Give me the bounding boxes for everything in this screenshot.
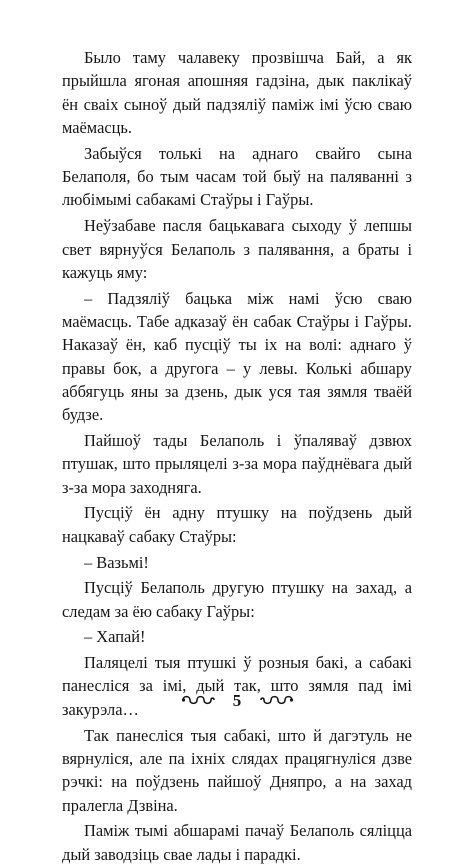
paragraph-1: Было таму чалавеку прозвішча Бай, а як прыйшла ягоная апошняя гадзіна, дык паклікаў ён сваіх сыноў дый падзяліў паміж імі ўсю сваю маёмасць. xyxy=(62,48,412,138)
paragraph-10: Паляцелі тыя птушкі ў розныя бакі, а сабакі панесліся за імі, дый так, што зямля пад імі закурэла… xyxy=(62,653,412,719)
paragraph-12: Паміж тымі абшарамі пачаў Белаполь сяліцца дый заводзіць свае лады і парадкі. xyxy=(62,821,412,864)
page-number: 5 xyxy=(232,691,242,711)
paragraph-5: Пайшоў тады Белаполь і ўпаляваў дзвюх птушак, што прыляцелі з-за мора паўднёвага дый з-за мора заходняга. xyxy=(62,431,412,497)
paragraph-6: Пусціў ён адну птушку на поўдзень дый нацкаваў сабаку Стаўры: xyxy=(62,503,412,546)
page-footer xyxy=(0,690,474,711)
paragraph-9: – Хапай! xyxy=(84,627,146,647)
paragraph-2: Забыўся толькі на аднаго свайго сына Белаполя, бо тым часам той быў на паляванні з любімымі сабакамі Стаўры і Гаўры. xyxy=(62,143,412,210)
left-ornament-icon xyxy=(181,691,215,711)
paragraph-3: Неўзабаве пасля бацькавага сыходу ў лепшы свет вярнуўся Белаполь з палявання, а браты і кажуць яму: xyxy=(62,216,412,282)
page-body xyxy=(62,46,412,868)
paragraph-8: Пусціў Белаполь другую птушку на захад, а следам за ёю сабаку Гаўры: xyxy=(62,578,412,621)
right-ornament-icon xyxy=(260,691,294,711)
paragraph-4: – Падзяліў бацька між намі ўсю сваю маёмасць. Табе адказаў ён сабак Стаўры і Гаўры. Наказаў ён, каб пусціў ты іх на волі: аднаго ў правы бок, а другога – у левы. Колькі абшару аббягуць яны за дзень, дык уся тая зямля тваёй будзе. xyxy=(62,288,412,425)
paragraph-7: – Вазьмі! xyxy=(84,552,149,572)
paragraph-11: Так панесліся тыя сабакі, што й дагэтуль не вярнуліся, але па іхніх слядах працягнуліся дзве рэчкі: на поўдзень пайшоў Дняпро, а на захад пралегла Дзвіна. xyxy=(62,725,412,815)
